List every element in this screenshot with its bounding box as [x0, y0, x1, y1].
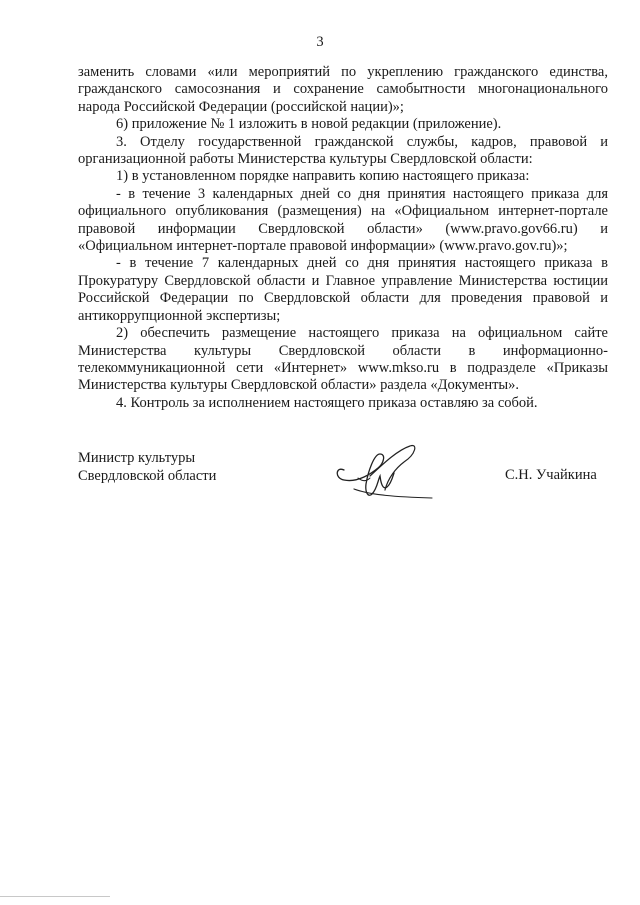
- page-number: 3: [316, 34, 324, 50]
- document-body: [78, 64, 608, 412]
- paragraph-prosecutor: - в течение 7 календарных дней со дня принятия настоящего приказа в Прокуратуру Свердловской области и Главное управление Министерства юстиции Российской Федерации по Свердловской области для проведения правовой и антикоррупционной экспертизы;: [78, 255, 608, 324]
- paragraph-subitem-1: 1) в установленном порядке направить копию настоящего приказа:: [116, 168, 530, 185]
- signatory-title-line1: Министр культуры: [78, 450, 196, 466]
- paragraph-publication: - в течение 3 календарных дней со дня принятия настоящего приказа для официального опубликования (размещения) на «Официальном интернет-портале правовой информации Свердловской области» (www.pravo.gov66.ru) и «Официальном интернет-портале правовой информации» (www.pravo.gov.ru)»;: [78, 185, 608, 255]
- paragraph-item-4: 4. Контроль за исполнением настоящего приказа оставляю за собой.: [116, 394, 538, 411]
- footer-rule: [0, 896, 110, 897]
- signatory-title: [78, 449, 216, 485]
- signatory-name: С.Н. Учайкина: [505, 467, 597, 483]
- handwritten-signature: [330, 440, 435, 505]
- paragraph-item-6: 6) приложение № 1 изложить в новой редакции (приложение).: [116, 116, 502, 133]
- paragraph-item-3: 3. Отделу государственной гражданской службы, кадров, правовой и организационной работы Министерства культуры Свердловской области:: [78, 133, 608, 168]
- signatory-title-line2: Свердловской области: [78, 468, 217, 484]
- paragraph-subitem-2: 2) обеспечить размещение настоящего приказа на официальном сайте Министерства культуры Свердловской области в информационно-телекоммуникационной сети «Интернет» www.mkso.ru в подразделе «Приказы Министерства культуры Свердловской области» раздела «Документы».: [78, 325, 608, 394]
- paragraph-replace-words: заменить словами «или мероприятий по укреплению гражданского единства, гражданского самосознания и сохранение самобытности многонационального народа Российской Федерации (российской нации)»;: [78, 64, 608, 115]
